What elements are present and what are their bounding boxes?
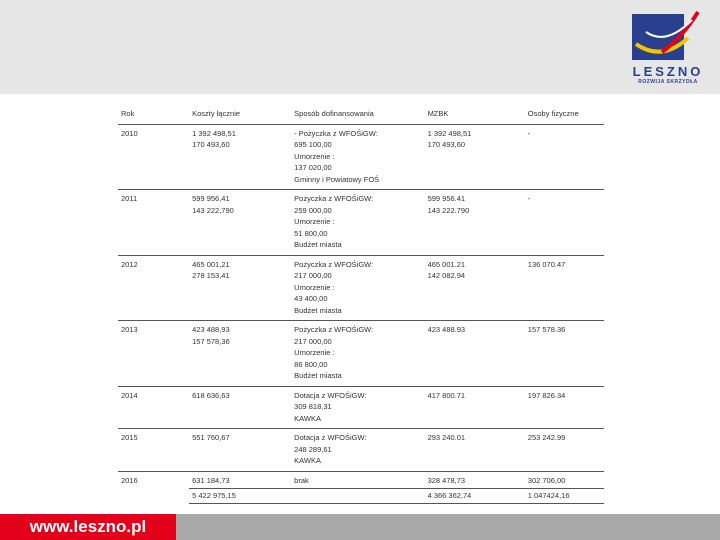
- cell-mzbk: 599 956.41 143 222.790: [425, 190, 525, 256]
- cell-sposob: - Pożyczka z WFOŚiGW: 695 100,00 Umorzenie : 137 020,00 Gminny i Powiatowy FOŚ: [291, 124, 424, 190]
- cell-mzbk: 417 800.71: [425, 386, 525, 429]
- cell-osoby: 253 242.99: [525, 429, 604, 472]
- cell-koszty: 631 184,73: [192, 475, 230, 485]
- cell-mzbk: 465 001.21 142 082.94: [425, 255, 525, 321]
- cell-sposob: Pożyczka z WFOŚiGW: 217 000,00 Umorzenie : 86 800,00 Budżet miasta: [291, 321, 424, 387]
- logo-wings-icon: [632, 8, 704, 64]
- logo-subtitle: ROZWIJA SKRZYDŁA: [638, 79, 698, 85]
- cell-rok: 2015: [118, 429, 189, 472]
- cell-sposob: Dotacja z WFOŚiGW: 309 818,31 KAWKA: [291, 386, 424, 429]
- table-row: [118, 124, 604, 190]
- table-row: [118, 190, 604, 256]
- total-koszty: 5 422 975,15: [189, 489, 291, 504]
- table-row: [118, 321, 604, 387]
- logo-text: LESZNO: [632, 64, 704, 79]
- cell-sposob: Pożyczka z WFOŚiGW: 217 000,00 Umorzenie : 43 400,00 Budżet miasta: [291, 255, 424, 321]
- cell-rok: 2016: [121, 475, 138, 485]
- cell-rok: 2013: [118, 321, 189, 387]
- cell-mzbk: 423 488.93: [425, 321, 525, 387]
- table-row: [118, 255, 604, 321]
- cell-sposob: brak: [294, 475, 309, 485]
- header-sposob: Sposób dofinansowania: [291, 105, 424, 124]
- total-mzbk: 4 366 362,74: [425, 489, 525, 504]
- table-row: [118, 471, 604, 489]
- cell-rok: 2010: [118, 124, 189, 190]
- cell-koszty: 423 488,93 157 578,36: [189, 321, 291, 387]
- cell-koszty: 618 636,63: [189, 386, 291, 429]
- header-rok: Rok: [118, 105, 189, 124]
- header-mzbk: MZBK: [425, 105, 525, 124]
- cell-sposob: Pożyczka z WFOŚiGW: 259 000,00 Umorzenie : 51 800,00 Budżet miasta: [291, 190, 424, 256]
- cell-rok: 2012: [118, 255, 189, 321]
- cell-koszty: 465 001,21 278 153,41: [189, 255, 291, 321]
- header-band: [0, 0, 720, 94]
- cell-koszty: 599 956,41 143 222,790: [189, 190, 291, 256]
- table-header-row: [118, 105, 604, 124]
- cell-osoby: -: [525, 190, 604, 256]
- totals-row: [118, 489, 604, 504]
- cell-mzbk: 328 478,73: [427, 475, 466, 485]
- totals-empty: [118, 489, 189, 504]
- cell-osoby: 302 706,00: [527, 475, 566, 485]
- header-osoby: Osoby fizyczne: [525, 105, 604, 124]
- total-sposob-empty: [291, 489, 424, 504]
- cell-koszty: 1 392 498,51 170 493,60: [189, 124, 291, 190]
- cell-osoby: 197 826.34: [525, 386, 604, 429]
- cell-mzbk: 1 392 498,51 170 493,60: [425, 124, 525, 190]
- header-koszty: Koszty łącznie: [189, 105, 291, 124]
- cell-mzbk: 293 240.01: [425, 429, 525, 472]
- cell-osoby: 157 578.36: [525, 321, 604, 387]
- financing-table: [118, 105, 604, 504]
- leszno-logo: [632, 8, 704, 90]
- cell-sposob: Dotacja z WFOŚiGW: 248 289,61 KAWKA: [291, 429, 424, 472]
- table-row: [118, 429, 604, 472]
- cell-rok: 2014: [118, 386, 189, 429]
- cell-osoby: -: [525, 124, 604, 190]
- cell-rok: 2011: [118, 190, 189, 256]
- footer-website-link[interactable]: www.leszno.pl: [0, 514, 176, 540]
- cell-koszty: 551 760,67: [189, 429, 291, 472]
- cell-osoby: 136 070.47: [525, 255, 604, 321]
- table-row: [118, 386, 604, 429]
- total-osoby: 1 047424,16: [525, 489, 604, 504]
